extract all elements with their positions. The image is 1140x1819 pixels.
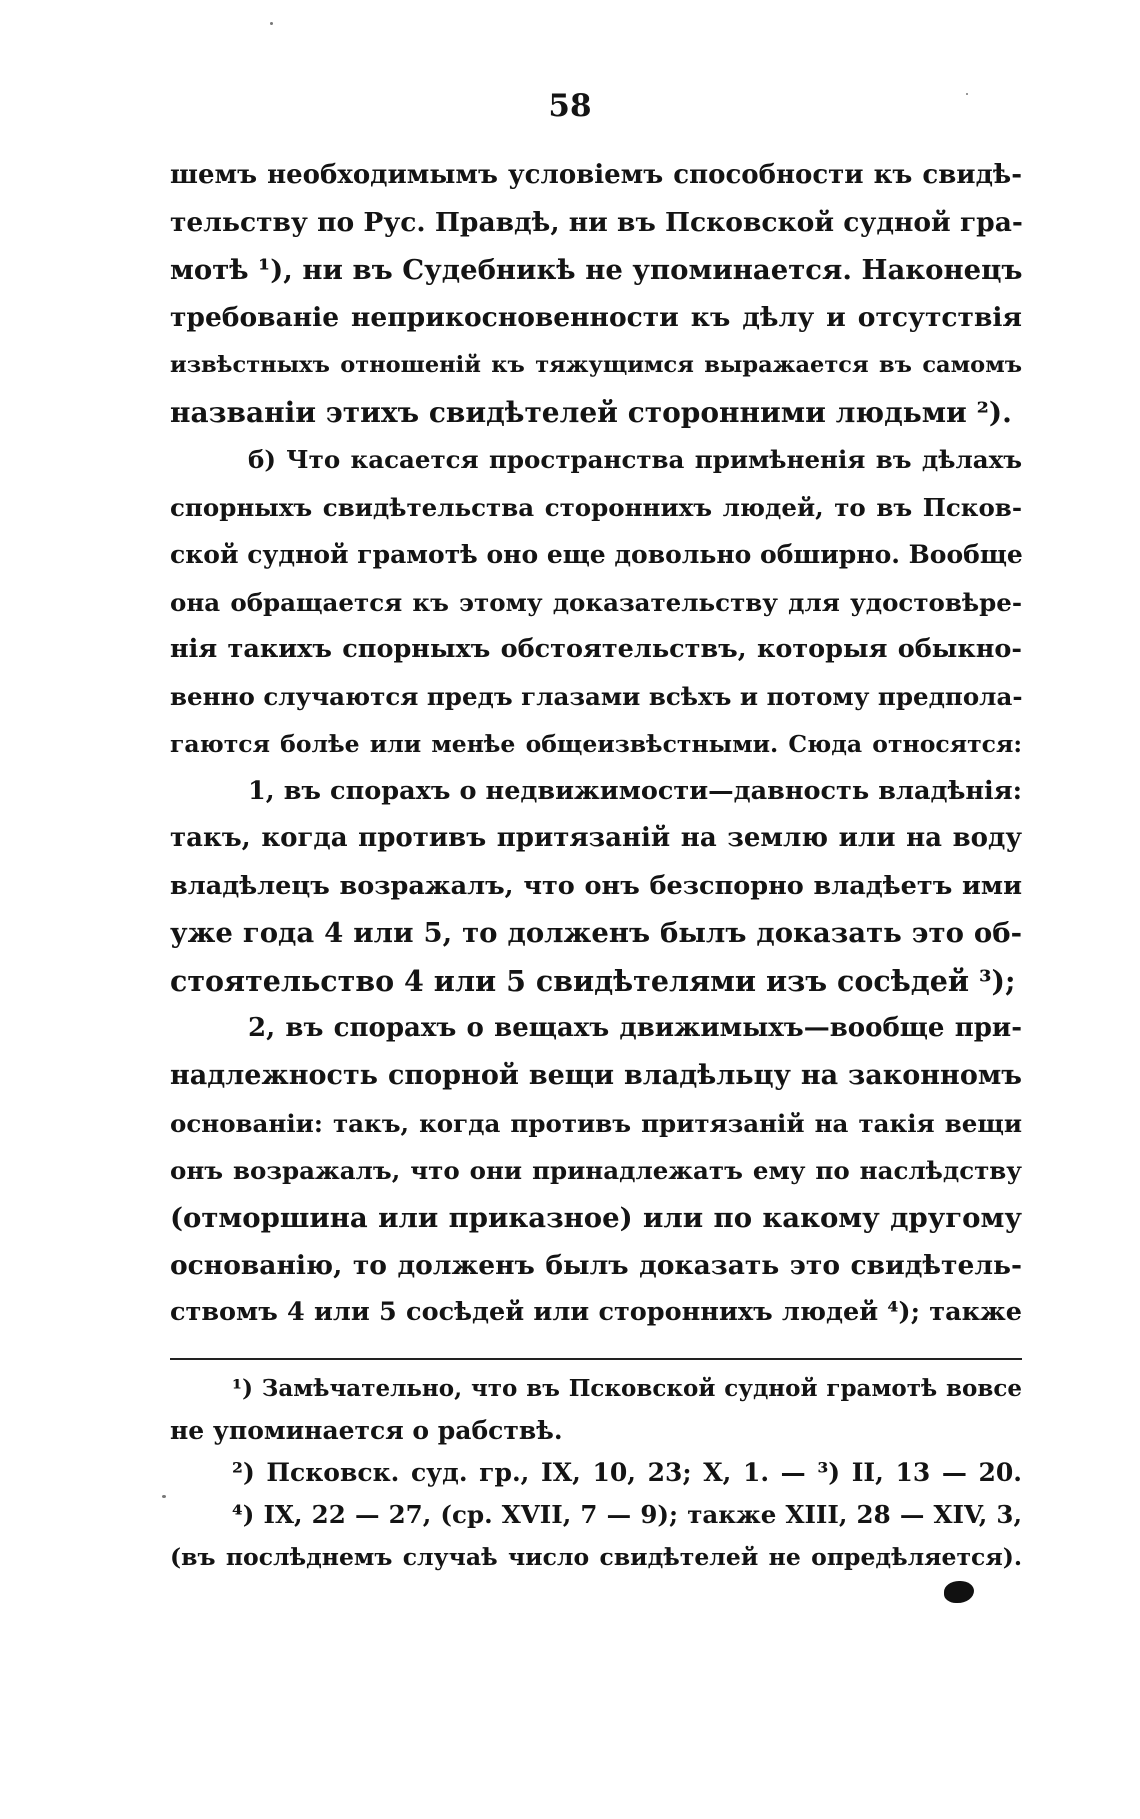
- footnote-line: ¹) Замѣчательно, что въ Псковской судной грамотѣ вовсе: [232, 1375, 1022, 1402]
- text-line: (отморшина или приказное) или по какому другому: [170, 1201, 1022, 1234]
- ink-blot: [944, 1581, 974, 1603]
- text-line: гаются болѣе или менѣе общеизвѣстными. Сюда относятся:: [170, 729, 1022, 758]
- page-number: 58: [548, 88, 592, 124]
- footnote-divider: [170, 1358, 1022, 1360]
- text-line: владѣлецъ возражалъ, что онъ безспорно владѣетъ ими: [170, 870, 1022, 901]
- main-text: [170, 152, 1022, 1337]
- text-line: стоятельство 4 или 5 свидѣтелями изъ сосѣдей ³);: [170, 963, 1016, 998]
- text-line: основанію, то долженъ былъ доказать это свидѣтель-: [170, 1249, 1022, 1281]
- text-line: нія такихъ спорныхъ обстоятельствъ, которыя обыкно-: [170, 633, 1022, 664]
- text-line: основаніи: такъ, когда противъ притязаній на такія вещи: [170, 1108, 1022, 1138]
- text-line: тельству по Рус. Правдѣ, ни въ Псковской судной гра-: [170, 207, 1023, 239]
- dust-speck: [270, 22, 273, 25]
- footnotes: [170, 1368, 1022, 1578]
- text-line: ствомъ 4 или 5 сосѣдей или стороннихъ людей ⁴); также: [170, 1297, 1022, 1328]
- text-line: б) Что касается пространства примѣненія въ дѣлахъ: [248, 445, 1022, 475]
- text-line: мотѣ ¹), ни въ Судебникѣ не упоминается. Наконецъ: [170, 253, 1023, 286]
- text-line: венно случаются предъ глазами всѣхъ и потому предпола-: [170, 682, 1023, 712]
- text-line: названіи этихъ свидѣтелей сторонними людьми ²).: [170, 395, 1012, 429]
- dust-speck: [966, 93, 968, 95]
- text-line: уже года 4 или 5, то долженъ былъ доказать это об-: [170, 917, 1022, 950]
- footnote-line: ⁴) IX, 22 — 27, (ср. XVII, 7 — 9); также XIII, 28 — XIV, 3,: [232, 1500, 1022, 1529]
- text-line: спорныхъ свидѣтельства стороннихъ людей, то въ Псков-: [170, 492, 1022, 522]
- text-line: 2, въ спорахъ о вещахъ движимыхъ—вообще при-: [248, 1013, 1022, 1044]
- footnote-line: не упоминается о рабствѣ.: [170, 1416, 563, 1445]
- text-line: требованіе неприкосновенности къ дѣлу и отсутствія: [170, 302, 1022, 334]
- text-line: ской судной грамотѣ оно еще довольно обширно. Вообще: [170, 540, 1023, 570]
- text-line: она обращается къ этому доказательству для удостовѣре-: [170, 587, 1022, 617]
- text-line: извѣстныхъ отношеній къ тяжущимся выражается въ самомъ: [170, 351, 1022, 378]
- text-line: онъ возражалъ, что они принадлежатъ ему по наслѣдству: [170, 1156, 1022, 1186]
- text-line: 1, въ спорахъ о недвижимости—давность владѣнія:: [248, 776, 1022, 807]
- footnote-line: (въ послѣднемъ случаѣ число свидѣтелей не опредѣляется).: [170, 1543, 1022, 1571]
- text-line: надлежность спорной вещи владѣльцу на законномъ: [170, 1060, 1022, 1092]
- text-line: шемъ необходимымъ условіемъ способности къ свидѣ-: [170, 160, 1022, 190]
- footnote-line: ²) Псковск. суд. гр., IX, 10, 23; X, 1. — ³) II, 13 — 20.: [232, 1458, 1022, 1487]
- text-line: такъ, когда противъ притязаній на землю или на воду: [170, 823, 1022, 854]
- dust-speck: [162, 1495, 166, 1498]
